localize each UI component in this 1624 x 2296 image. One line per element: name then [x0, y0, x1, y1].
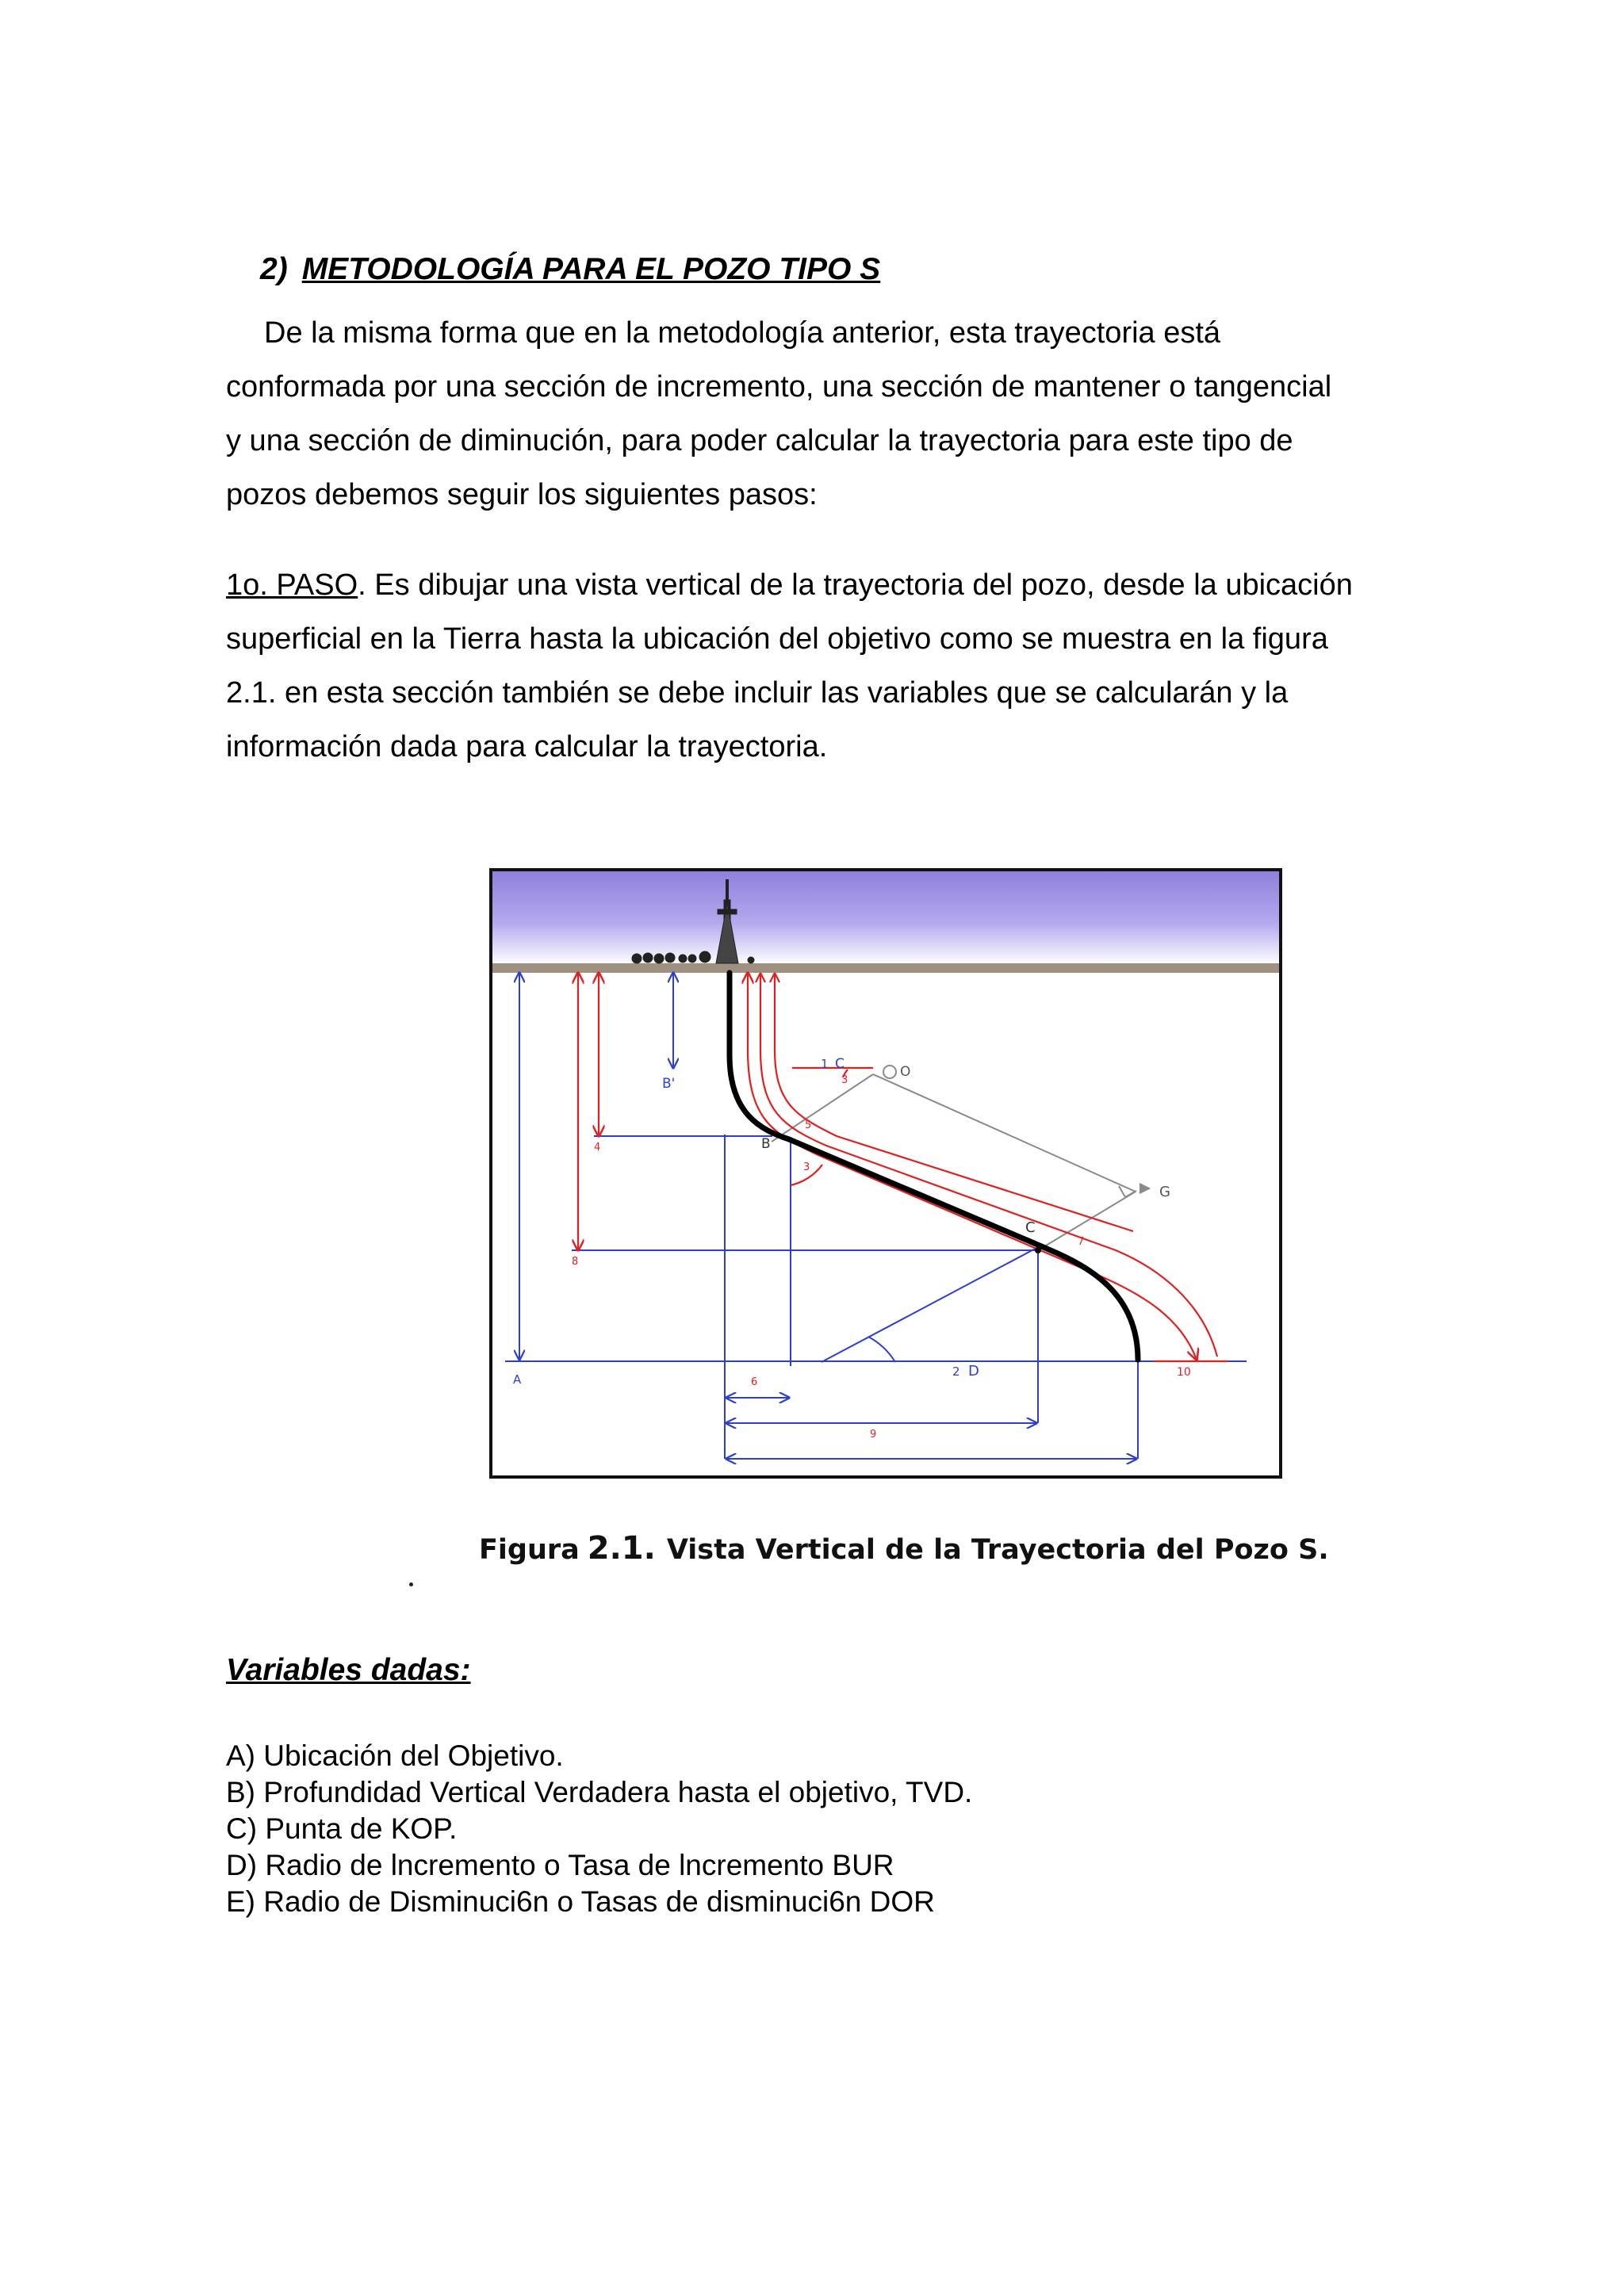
intro-paragraph: [226, 306, 1431, 522]
section-number: 2): [260, 252, 288, 286]
step1-line-1-text: . Es dibujar una vista vertical de la trayectoria del pozo, desde la ubicación: [358, 568, 1353, 602]
step1-line-3: 2.1. en esta sección también se debe incluir las variables que se calcularán y la: [226, 676, 1289, 710]
label-d: D: [968, 1363, 979, 1380]
label-1: 1: [821, 1057, 829, 1071]
caption-prefix: Figura: [479, 1534, 580, 1566]
list-item: D) Radio de lncremento o Tasa de lncremento BUR: [226, 1849, 894, 1881]
list-item: E) Radio de Disminuci6n o Tasas de disminuci6n DOR: [226, 1885, 935, 1918]
point-c-marker: [1035, 1247, 1041, 1253]
intro-line-2: conformada por una sección de incremento, una sección de mantener o tangencial: [226, 370, 1332, 404]
variables-heading: Variables dadas:: [226, 1653, 471, 1687]
section-title: METODOLOGÍA PARA EL POZO TIPO S: [301, 252, 881, 286]
step1-label: 1o. PASO: [226, 568, 358, 602]
label-b: B: [761, 1136, 771, 1152]
label-b-prime: B': [662, 1076, 676, 1092]
label-g: G: [1159, 1184, 1170, 1200]
section-heading: [260, 252, 880, 287]
label-6: 6: [751, 1376, 758, 1388]
list-item: C) Punta de KOP.: [226, 1812, 458, 1845]
label-c-small: C: [835, 1056, 845, 1072]
step1-line-1: [226, 558, 1431, 612]
label-3-angle: 3: [803, 1161, 810, 1173]
label-9: 9: [870, 1429, 877, 1441]
caption-number: 2.1.: [587, 1530, 656, 1567]
well-trajectory-figure: [489, 868, 1282, 1479]
intro-line-1: De la misma forma que en la metodología anterior, esta trayectoria está: [264, 316, 1221, 350]
figure-caption: [479, 1530, 1329, 1567]
intro-line-3: y una sección de diminución, para poder calcular la trayectoria para este tipo de: [226, 424, 1293, 457]
label-4: 4: [594, 1142, 601, 1154]
step1-line-4: información dada para calcular la trayectoria.: [226, 730, 828, 763]
step1-paragraph: [226, 558, 1431, 774]
step1-line-2: superficial en la Tierra hasta la ubicación del objetivo como se muestra en la figura: [226, 622, 1328, 656]
label-2: 2: [952, 1364, 960, 1379]
list-item: A) Ubicación del Objetivo.: [226, 1739, 564, 1772]
figure-svg: [489, 868, 1282, 1479]
intro-line-4: pozos debemos seguir los siguientes pasos:: [226, 478, 818, 511]
label-c: C: [1025, 1219, 1036, 1236]
sky: [492, 871, 1279, 965]
variables-list: [226, 1738, 972, 1920]
label-10: 10: [1177, 1366, 1191, 1379]
label-7: 7: [1078, 1236, 1085, 1248]
stray-dot: [409, 1582, 413, 1586]
label-a: A: [513, 1372, 522, 1387]
label-o: O: [900, 1064, 911, 1080]
label-5: 5: [805, 1119, 812, 1131]
list-item: B) Profundidad Vertical Verdadera hasta el objetivo, TVD.: [226, 1776, 973, 1808]
caption-text: Vista Vertical de la Trayectoria del Pozo S.: [666, 1534, 1329, 1566]
ground-surface: [492, 963, 1279, 973]
label-3-top: 3: [841, 1074, 848, 1086]
label-8: 8: [572, 1256, 579, 1268]
